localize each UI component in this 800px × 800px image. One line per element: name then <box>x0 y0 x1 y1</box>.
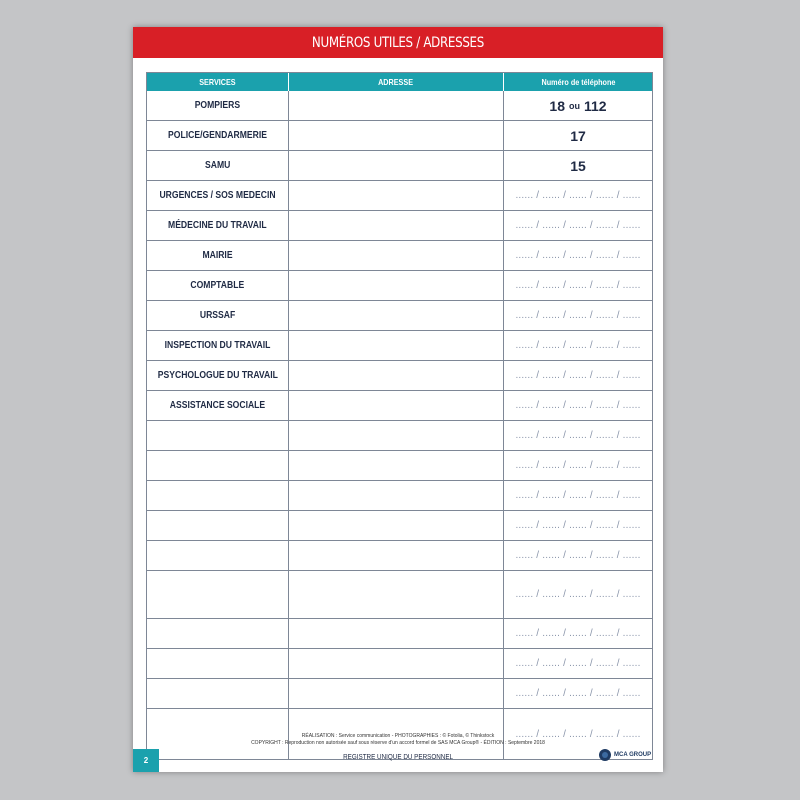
service-cell <box>147 571 289 618</box>
table-row <box>147 151 652 181</box>
service-label: POMPIERS <box>194 100 241 111</box>
contacts-table <box>146 72 653 760</box>
table-row <box>147 181 652 211</box>
service-cell <box>147 541 289 570</box>
address-cell <box>289 541 504 570</box>
phone-blank-field: ...... / ...... / ...... / ...... / ...... <box>515 190 641 201</box>
service-label: COMPTABLE <box>190 280 245 291</box>
footer-credits <box>133 733 663 747</box>
page-title-banner <box>133 27 663 58</box>
phone-blank-field: ...... / ...... / ...... / ...... / ...... <box>515 520 641 531</box>
service-cell <box>147 121 289 150</box>
company-logo <box>599 749 651 761</box>
service-cell <box>147 511 289 540</box>
phone-cell <box>504 481 652 510</box>
logo-text: MCA GROUP <box>614 752 652 758</box>
address-cell <box>289 331 504 360</box>
footer-title: REGISTRE UNIQUE DU PERSONNEL <box>343 754 453 761</box>
phone-cell <box>504 361 652 390</box>
phone-blank-field: ...... / ...... / ...... / ...... / ...... <box>515 430 641 441</box>
phone-cell <box>504 91 652 120</box>
phone-separator: ou <box>568 100 580 111</box>
service-cell <box>147 211 289 240</box>
service-cell <box>147 301 289 330</box>
phone-cell <box>504 451 652 480</box>
phone-blank-field: ...... / ...... / ...... / ...... / ...... <box>515 220 641 231</box>
address-cell <box>289 481 504 510</box>
service-cell <box>147 151 289 180</box>
phone-blank-field: ...... / ...... / ...... / ...... / ...... <box>515 340 641 351</box>
phone-cell <box>504 301 652 330</box>
table-row <box>147 301 652 331</box>
phone-cell <box>504 649 652 678</box>
phone-number: 15 <box>570 157 586 174</box>
phone-cell <box>504 421 652 450</box>
phone-cell <box>504 331 652 360</box>
table-row <box>147 361 652 391</box>
logo-icon <box>599 749 611 761</box>
service-label: MÉDECINE DU TRAVAIL <box>168 220 267 231</box>
service-label: POLICE/GENDARMERIE <box>168 130 267 141</box>
phone-cell <box>504 679 652 708</box>
table-header <box>147 73 652 91</box>
table-row <box>147 421 652 451</box>
address-cell <box>289 649 504 678</box>
service-label: SAMU <box>204 160 231 171</box>
service-label: ASSISTANCE SOCIALE <box>169 400 266 411</box>
service-cell <box>147 271 289 300</box>
phone-number: 17 <box>570 127 586 144</box>
phone-blank-field: ...... / ...... / ...... / ...... / ...... <box>515 728 641 740</box>
table-row <box>147 679 652 709</box>
table-row <box>147 91 652 121</box>
service-cell <box>147 91 289 120</box>
table-row <box>147 571 652 619</box>
phone-blank-field: ...... / ...... / ...... / ...... / ...... <box>515 688 641 699</box>
address-cell <box>289 151 504 180</box>
phone-blank-field: ...... / ...... / ...... / ...... / ...... <box>515 370 641 381</box>
table-row <box>147 211 652 241</box>
service-cell <box>147 361 289 390</box>
address-cell <box>289 421 504 450</box>
phone-cell <box>504 121 652 150</box>
address-cell <box>289 451 504 480</box>
page-title: NUMÉROS UTILES / ADRESSES <box>311 34 485 51</box>
phone-cell <box>504 241 652 270</box>
phone-cell <box>504 541 652 570</box>
table-row <box>147 451 652 481</box>
address-cell <box>289 271 504 300</box>
credits-line: RÉALISATION : Service communication - PHOTOGRAPHIES : © Fotolia, © Thinkstock <box>301 733 495 739</box>
service-cell <box>147 181 289 210</box>
phone-cell <box>504 211 652 240</box>
service-cell <box>147 391 289 420</box>
phone-blank-field: ...... / ...... / ...... / ...... / ...... <box>515 589 641 600</box>
service-label: INSPECTION DU TRAVAIL <box>164 340 271 351</box>
phone-blank-field: ...... / ...... / ...... / ...... / ...... <box>515 250 641 261</box>
service-cell <box>147 619 289 648</box>
phone-blank-field: ...... / ...... / ...... / ...... / ...... <box>515 550 641 561</box>
table-row <box>147 271 652 301</box>
phone-cell <box>504 619 652 648</box>
address-cell <box>289 241 504 270</box>
service-label: URSSAF <box>199 310 236 321</box>
header-telephone: Numéro de téléphone <box>541 77 615 87</box>
table-row <box>147 541 652 571</box>
phone-blank-field: ...... / ...... / ...... / ...... / ...... <box>515 460 641 471</box>
table-row <box>147 619 652 649</box>
address-cell <box>289 301 504 330</box>
table-row <box>147 481 652 511</box>
phone-blank-field: ...... / ...... / ...... / ...... / ...... <box>515 490 641 501</box>
service-cell <box>147 241 289 270</box>
address-cell <box>289 619 504 648</box>
address-cell <box>289 571 504 618</box>
phone-cell <box>504 151 652 180</box>
service-label: URGENCES / SOS MEDECIN <box>159 190 276 201</box>
service-cell <box>147 421 289 450</box>
service-label: MAIRIE <box>202 250 233 261</box>
service-cell <box>147 451 289 480</box>
phone-blank-field: ...... / ...... / ...... / ...... / ...... <box>515 310 641 321</box>
address-cell <box>289 361 504 390</box>
phone-blank-field: ...... / ...... / ...... / ...... / ...... <box>515 400 641 411</box>
phone-cell <box>504 511 652 540</box>
phone-number: 18 <box>549 97 565 114</box>
phone-cell <box>504 181 652 210</box>
phone-cell <box>504 571 652 618</box>
phone-cell <box>504 271 652 300</box>
address-cell <box>289 391 504 420</box>
address-cell <box>289 181 504 210</box>
header-services: SERVICES <box>147 73 289 91</box>
address-cell <box>289 679 504 708</box>
table-row <box>147 391 652 421</box>
phone-cell <box>504 391 652 420</box>
table-row <box>147 121 652 151</box>
address-cell <box>289 211 504 240</box>
address-cell <box>289 91 504 120</box>
service-label: PSYCHOLOGUE DU TRAVAIL <box>157 370 278 381</box>
copyright-line: COPYRIGHT : Reproduction non autorisée sauf sous réserve d'un accord formel de SAS MCA Group® - ÉDITION : Septembre 2018 <box>251 740 545 746</box>
page-number: 2 <box>133 749 159 772</box>
service-cell <box>147 679 289 708</box>
phone-blank-field: ...... / ...... / ...... / ...... / ...... <box>515 280 641 291</box>
address-cell <box>289 121 504 150</box>
table-row <box>147 331 652 361</box>
address-cell <box>289 511 504 540</box>
phone-number: 112 <box>583 97 607 114</box>
table-row <box>147 649 652 679</box>
service-cell <box>147 649 289 678</box>
phone-blank-field: ...... / ...... / ...... / ...... / ...... <box>515 628 641 639</box>
table-row <box>147 511 652 541</box>
phone-blank-field: ...... / ...... / ...... / ...... / ...... <box>515 658 641 669</box>
document-page <box>133 27 663 772</box>
service-cell <box>147 331 289 360</box>
header-adresse: ADRESSE <box>289 73 504 91</box>
table-row <box>147 241 652 271</box>
service-cell <box>147 481 289 510</box>
